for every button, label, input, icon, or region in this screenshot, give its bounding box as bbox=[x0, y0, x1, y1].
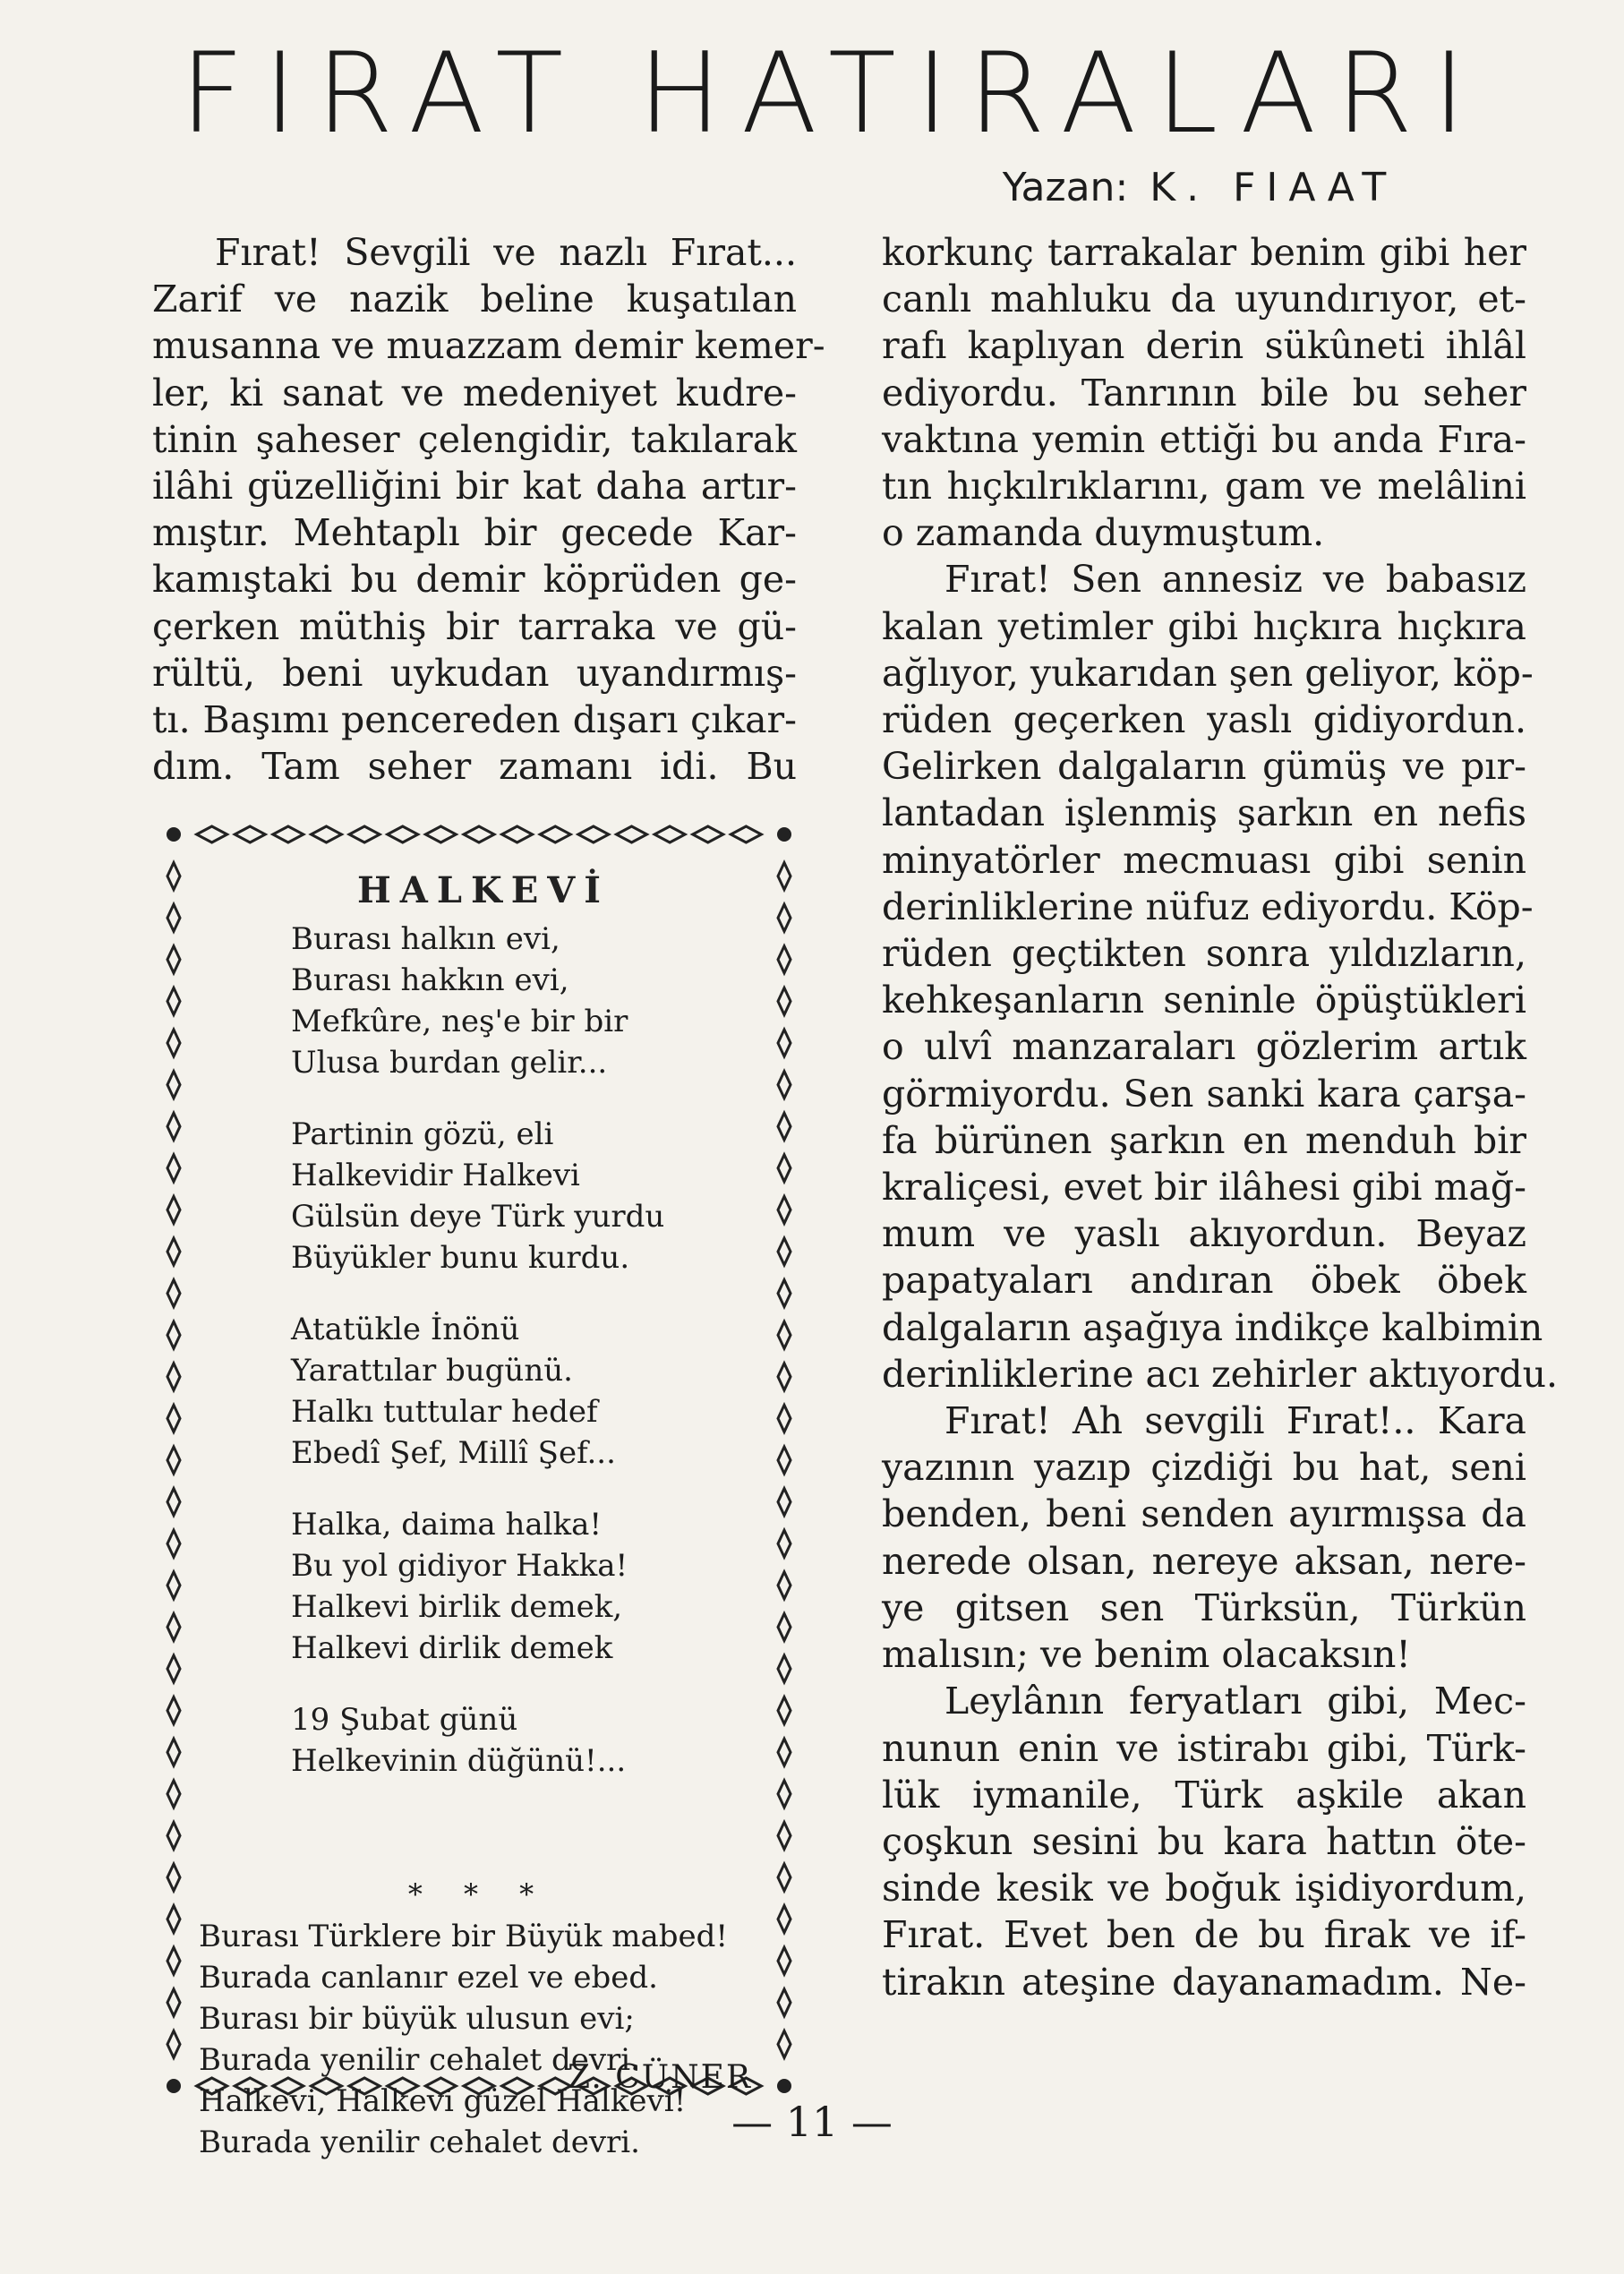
poem-line: Büyükler bunu kurdu. bbox=[291, 1240, 630, 1276]
poem-line: Burası Türklere bir Büyük mabed! bbox=[199, 1919, 729, 1954]
poem-line: Halkı tuttular hedef bbox=[291, 1394, 598, 1430]
byline-author: K. FIAAT bbox=[1150, 165, 1397, 210]
text-line: Fırat! Sen annesiz ve babasız bbox=[944, 558, 1526, 602]
byline-prefix: Yazan: bbox=[1002, 165, 1129, 210]
poem-line: Burada canlanır ezel ve ebed. bbox=[199, 1960, 658, 1996]
poem bbox=[161, 822, 797, 2160]
text-line: dım. Tam seher zamanı idi. Bu bbox=[152, 745, 797, 789]
poem-line: Burası bir büyük ulusun evi; bbox=[199, 2001, 635, 2037]
poem-title: HALKEVİ bbox=[357, 869, 610, 911]
text-line: papatyaları andıran öbek öbek bbox=[882, 1259, 1526, 1303]
text-line: Fırat! Ah sevgili Fırat!.. Kara bbox=[944, 1399, 1526, 1443]
poem-line: Helkevinin düğünü!... bbox=[291, 1743, 627, 1779]
poem-stanza bbox=[291, 919, 792, 1083]
poem-stanza bbox=[291, 1699, 792, 1782]
poem-box bbox=[161, 822, 797, 2160]
poem-line: Burası hakkın evi, bbox=[291, 962, 569, 998]
text-line: çerken müthiş bir tarraka ve gü- bbox=[152, 604, 797, 648]
text-line: rüden geçerken yaslı gidiyordun. bbox=[882, 698, 1526, 742]
poem-line: Halkevi, Halkevi güzel Halkevi! bbox=[199, 2083, 687, 2119]
page-number: — 11 — bbox=[731, 2098, 893, 2146]
text-line: canlı mahluku da uyundırıyor, et- bbox=[882, 278, 1526, 321]
text-line: Gelirken dalgaların gümüş ve pır- bbox=[882, 745, 1526, 789]
byline bbox=[922, 161, 1477, 215]
text-line: lük iymanile, Türk aşkile akan bbox=[882, 1773, 1526, 1817]
text-line: Leylânın feryatları gibi, Mec- bbox=[944, 1680, 1526, 1723]
text-line: derinliklerine nüfuz ediyordu. Köp- bbox=[882, 885, 1534, 928]
text-line: ediyordu. Tanrının bile bu seher bbox=[882, 371, 1526, 415]
text-line: Zarif ve nazik beline kuşatılan bbox=[152, 278, 797, 321]
poem-line: Halka, daima halka! bbox=[291, 1507, 603, 1543]
poem-line: Gülsün deye Türk yurdu bbox=[291, 1199, 665, 1235]
text-line: Fırat! Sevgili ve nazlı Fırat... bbox=[215, 231, 797, 274]
text-line: o ulvî manzaraları gözlerim artık bbox=[882, 1025, 1526, 1069]
text-line: dalgaların aşağıya indikçe kalbimin bbox=[882, 1305, 1543, 1349]
poem-line: Burada yenilir cehalet devri. bbox=[199, 2042, 640, 2078]
text-line: kamıştaki bu demir köprüden ge- bbox=[152, 558, 797, 602]
text-line: minyatörler mecmuası gibi senin bbox=[882, 838, 1526, 882]
text-line: lantadan işlenmiş şarkın en nefis bbox=[882, 791, 1526, 835]
text-line: tirakın ateşine dayanamadım. Ne- bbox=[882, 1960, 1526, 2004]
text-line: kraliçesi, evet bir ilâhesi gibi mağ- bbox=[882, 1166, 1526, 1210]
poem-line: Bu yol gidiyor Hakka! bbox=[291, 1548, 628, 1584]
text-line: vaktına yemin ettiği bu anda Fıra- bbox=[882, 417, 1526, 461]
text-line: rafı kaplıyan derin sükûneti ihlâl bbox=[882, 324, 1526, 368]
poem-line: Yarattılar bugünü. bbox=[291, 1353, 573, 1389]
poem-line: Atatükle İnönü bbox=[291, 1312, 520, 1347]
text-line: kalan yetimler gibi hıçkıra hıçkıra bbox=[882, 604, 1526, 648]
text-line: malısın; ve benim olacaksın! bbox=[882, 1633, 1411, 1677]
poem-line: Mefkûre, neş'e bir bir bbox=[291, 1004, 628, 1039]
text-line: tı. Başımı pencereden dışarı çıkar- bbox=[152, 698, 797, 742]
poem-line: Ulusa burdan gelir... bbox=[291, 1045, 608, 1081]
text-line: mum ve yaslı akıyordun. Beyaz bbox=[882, 1212, 1526, 1256]
text-line: görmiyordu. Sen sanki kara çarşa- bbox=[882, 1072, 1526, 1116]
left-column bbox=[152, 229, 825, 790]
text-line: Fırat. Evet ben de bu firak ve if- bbox=[882, 1913, 1526, 1957]
text-line: fa bürünen şarkın en menduh bir bbox=[882, 1118, 1526, 1162]
text-line: çoşkun sesini bu kara hattın öte- bbox=[882, 1819, 1526, 1863]
text-line: nunun enin ve istirabı gibi, Türk- bbox=[882, 1726, 1526, 1770]
text-line: sinde kesik ve boğuk işidiyordum, bbox=[882, 1867, 1526, 1911]
poem-line: Halkevi dirlik demek bbox=[291, 1630, 613, 1666]
poem-line: 19 Şubat günü bbox=[291, 1702, 518, 1738]
text-line: ler, ki sanat ve medeniyet kudre- bbox=[152, 371, 797, 415]
text-line: rültü, beni uykudan uyandırmış- bbox=[152, 651, 797, 695]
text-line: yazının yazıp çizdiği bu hat, seni bbox=[882, 1446, 1526, 1490]
text-line: o zamanda duymuştum. bbox=[882, 511, 1325, 555]
poem-stanza bbox=[291, 1309, 792, 1474]
poem-line: Partinin gözü, eli bbox=[291, 1116, 554, 1152]
text-line: nerede olsan, nereye aksan, nere- bbox=[882, 1539, 1526, 1583]
poem-stanza bbox=[291, 1114, 792, 1278]
text-line: rüden geçtikten sonra yıldızların, bbox=[882, 932, 1526, 976]
text-line: derinliklerine acı zehirler aktıyordu. bbox=[882, 1352, 1559, 1396]
text-line: tinin şaheser çelengidir, takılarak bbox=[152, 417, 797, 461]
poem-line: Ebedî Şef, Millî Şef... bbox=[291, 1435, 616, 1471]
poem-line: Burada yenilir cehalet devri. bbox=[199, 2124, 640, 2160]
text-line: tın hıçkılrıklarını, gam ve melâlini bbox=[882, 465, 1526, 509]
right-column bbox=[882, 229, 1559, 2005]
poem-stanza bbox=[291, 1504, 792, 1669]
text-line: kehkeşanların seninle öpüştükleri bbox=[882, 979, 1526, 1022]
poem-line: Halkevi birlik demek, bbox=[291, 1589, 623, 1625]
poem-author: Z. CÜNER bbox=[567, 2059, 752, 2096]
text-line: musanna ve muazzam demir kemer- bbox=[152, 324, 825, 368]
text-line: mıştır. Mehtaplı bir gecede Kar- bbox=[152, 511, 797, 555]
text-line: korkunç tarrakalar benim gibi her bbox=[882, 231, 1526, 274]
article-title: FIRAT HATIRALARI bbox=[180, 30, 1485, 158]
poem-line: Burası halkın evi, bbox=[291, 921, 560, 957]
text-line: ilâhi güzelliğini bir kat daha artır- bbox=[152, 465, 797, 509]
text-line: ağlıyor, yukarıdan şen geliyor, köp- bbox=[882, 651, 1534, 695]
text-line: benden, beni senden ayırmışsa da bbox=[882, 1492, 1526, 1536]
text-line: ye gitsen sen Türksün, Türkün bbox=[882, 1586, 1526, 1629]
poem-line: Halkevidir Halkevi bbox=[291, 1158, 580, 1193]
poem-separator: * * * bbox=[407, 1877, 551, 1911]
